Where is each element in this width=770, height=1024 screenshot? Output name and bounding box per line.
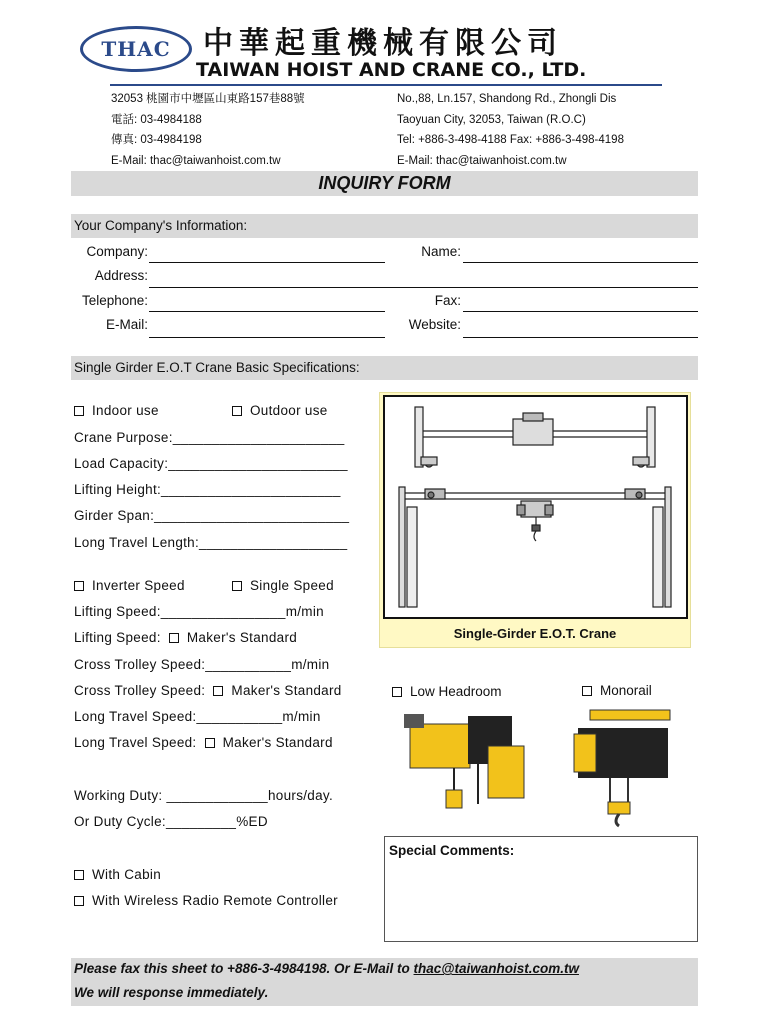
fax-field[interactable]: [463, 311, 698, 312]
indoor-label: Indoor use: [92, 403, 159, 418]
address-english: [397, 89, 624, 171]
company-name-chinese: 中華起重機械有限公司: [203, 26, 563, 61]
single-speed-option[interactable]: [232, 578, 334, 593]
checkbox[interactable]: [205, 738, 215, 748]
diagram-caption: Single-Girder E.O.T. Crane: [453, 626, 617, 641]
girder-span-field[interactable]: Girder Span:_________________________: [74, 508, 350, 523]
spec-heading: Single Girder E.O.T Crane Basic Specifications:: [71, 356, 698, 380]
long-travel-standard[interactable]: [74, 735, 333, 750]
address-field[interactable]: [149, 287, 698, 288]
checkbox[interactable]: [232, 581, 242, 591]
makers-standard-label: Maker's Standard: [231, 683, 342, 698]
company-info-heading: Your Company's Information:: [71, 214, 698, 238]
checkbox[interactable]: [392, 687, 402, 697]
load-capacity-field[interactable]: Load Capacity:_______________________: [74, 456, 348, 471]
with-cabin-option[interactable]: [74, 867, 161, 882]
special-comments-box[interactable]: [384, 836, 698, 942]
email-line: E-Mail: thac@taiwanhoist.com.tw: [111, 154, 281, 167]
lifting-speed-field[interactable]: Lifting Speed:________________m/min: [74, 604, 324, 619]
low-headroom-option[interactable]: [392, 684, 502, 699]
footer-line-2: We will response immediately.: [74, 985, 269, 1000]
telephone-field[interactable]: [149, 311, 385, 312]
outdoor-option[interactable]: [232, 403, 328, 418]
address-line: Taoyuan City, 32053, Taiwan (R.O.C): [397, 113, 586, 126]
monorail-label: Monorail: [600, 683, 652, 698]
cross-trolley-standard[interactable]: [74, 683, 342, 698]
indoor-option[interactable]: [74, 403, 159, 418]
company-logo: [80, 26, 192, 72]
email-line: E-Mail: thac@taiwanhoist.com.tw: [397, 154, 567, 167]
telephone-label: Telephone:: [81, 293, 148, 308]
footer-instruction: Please fax this sheet to +886-3-4984198. Or E-Mail to: [74, 961, 414, 976]
cross-trolley-speed-field[interactable]: Cross Trolley Speed:___________m/min: [74, 657, 330, 672]
lifting-speed-label: Lifting Speed:: [74, 630, 161, 645]
outdoor-label: Outdoor use: [250, 403, 328, 418]
logo-text: THAC: [101, 37, 171, 61]
name-label: Name:: [421, 244, 461, 259]
address-chinese: [111, 89, 305, 171]
fax-label: Fax:: [434, 293, 461, 308]
lifting-speed-standard[interactable]: [74, 630, 297, 645]
crane-drawing: [385, 397, 686, 617]
company-label: Company:: [86, 244, 148, 259]
low-headroom-hoist-image: [398, 706, 534, 816]
email-field[interactable]: [149, 337, 385, 338]
special-comments-label: Special Comments:: [389, 843, 515, 858]
phone-line: 電話: 03-4984188: [111, 113, 202, 126]
long-travel-speed-field[interactable]: Long Travel Speed:___________m/min: [74, 709, 321, 724]
footer-line-1: [74, 961, 579, 976]
with-remote-label: With Wireless Radio Remote Controller: [92, 893, 338, 908]
checkbox[interactable]: [169, 633, 179, 643]
working-duty-field[interactable]: Working Duty: _____________hours/day.: [74, 788, 334, 803]
monorail-hoist-image: [570, 704, 680, 830]
address-line: 32053 桃園市中壢區山東路157巷88號: [111, 93, 305, 105]
website-label: Website:: [408, 317, 461, 332]
lifting-height-field[interactable]: Lifting Height:_______________________: [74, 482, 341, 497]
single-speed-label: Single Speed: [250, 578, 334, 593]
with-cabin-label: With Cabin: [92, 867, 162, 882]
fax-line: 傳真: 03-4984198: [111, 134, 202, 146]
address-label: Address:: [94, 268, 148, 283]
long-travel-label: Long Travel Speed:: [74, 735, 197, 750]
company-field[interactable]: [149, 262, 385, 263]
cross-trolley-label: Cross Trolley Speed:: [74, 683, 206, 698]
title-band: [71, 171, 698, 196]
checkbox[interactable]: [213, 686, 223, 696]
inverter-speed-label: Inverter Speed: [92, 578, 185, 593]
long-travel-length-field[interactable]: Long Travel Length:___________________: [74, 535, 348, 550]
crane-purpose-field[interactable]: Crane Purpose:______________________: [74, 430, 345, 445]
name-field[interactable]: [463, 262, 698, 263]
with-remote-option[interactable]: [74, 893, 338, 908]
checkbox[interactable]: [232, 406, 242, 416]
crane-diagram: [383, 395, 688, 619]
checkbox[interactable]: [582, 686, 592, 696]
checkbox[interactable]: [74, 581, 84, 591]
inverter-speed-option[interactable]: [74, 578, 185, 593]
header-divider: [110, 84, 662, 86]
footer-band: [71, 958, 698, 1006]
checkbox[interactable]: [74, 870, 84, 880]
checkbox[interactable]: [74, 406, 84, 416]
duty-cycle-field[interactable]: Or Duty Cycle:_________%ED: [74, 814, 268, 829]
low-headroom-label: Low Headroom: [410, 684, 502, 699]
checkbox[interactable]: [74, 896, 84, 906]
email-label: E-Mail:: [105, 317, 148, 332]
form-title: INQUIRY FORM: [318, 173, 451, 193]
monorail-option[interactable]: [582, 683, 652, 698]
makers-standard-label: Maker's Standard: [186, 630, 298, 645]
address-line: No.,88, Ln.157, Shandong Rd., Zhongli Dis: [397, 93, 617, 105]
company-name-english: TAIWAN HOIST AND CRANE CO., LTD.: [196, 59, 587, 81]
footer-email-link[interactable]: thac@taiwanhoist.com.tw: [413, 961, 579, 976]
makers-standard-label: Maker's Standard: [222, 735, 333, 750]
website-field[interactable]: [463, 337, 698, 338]
tel-fax-line: Tel: +886-3-498-4188 Fax: +886-3-498-4198: [397, 134, 624, 146]
